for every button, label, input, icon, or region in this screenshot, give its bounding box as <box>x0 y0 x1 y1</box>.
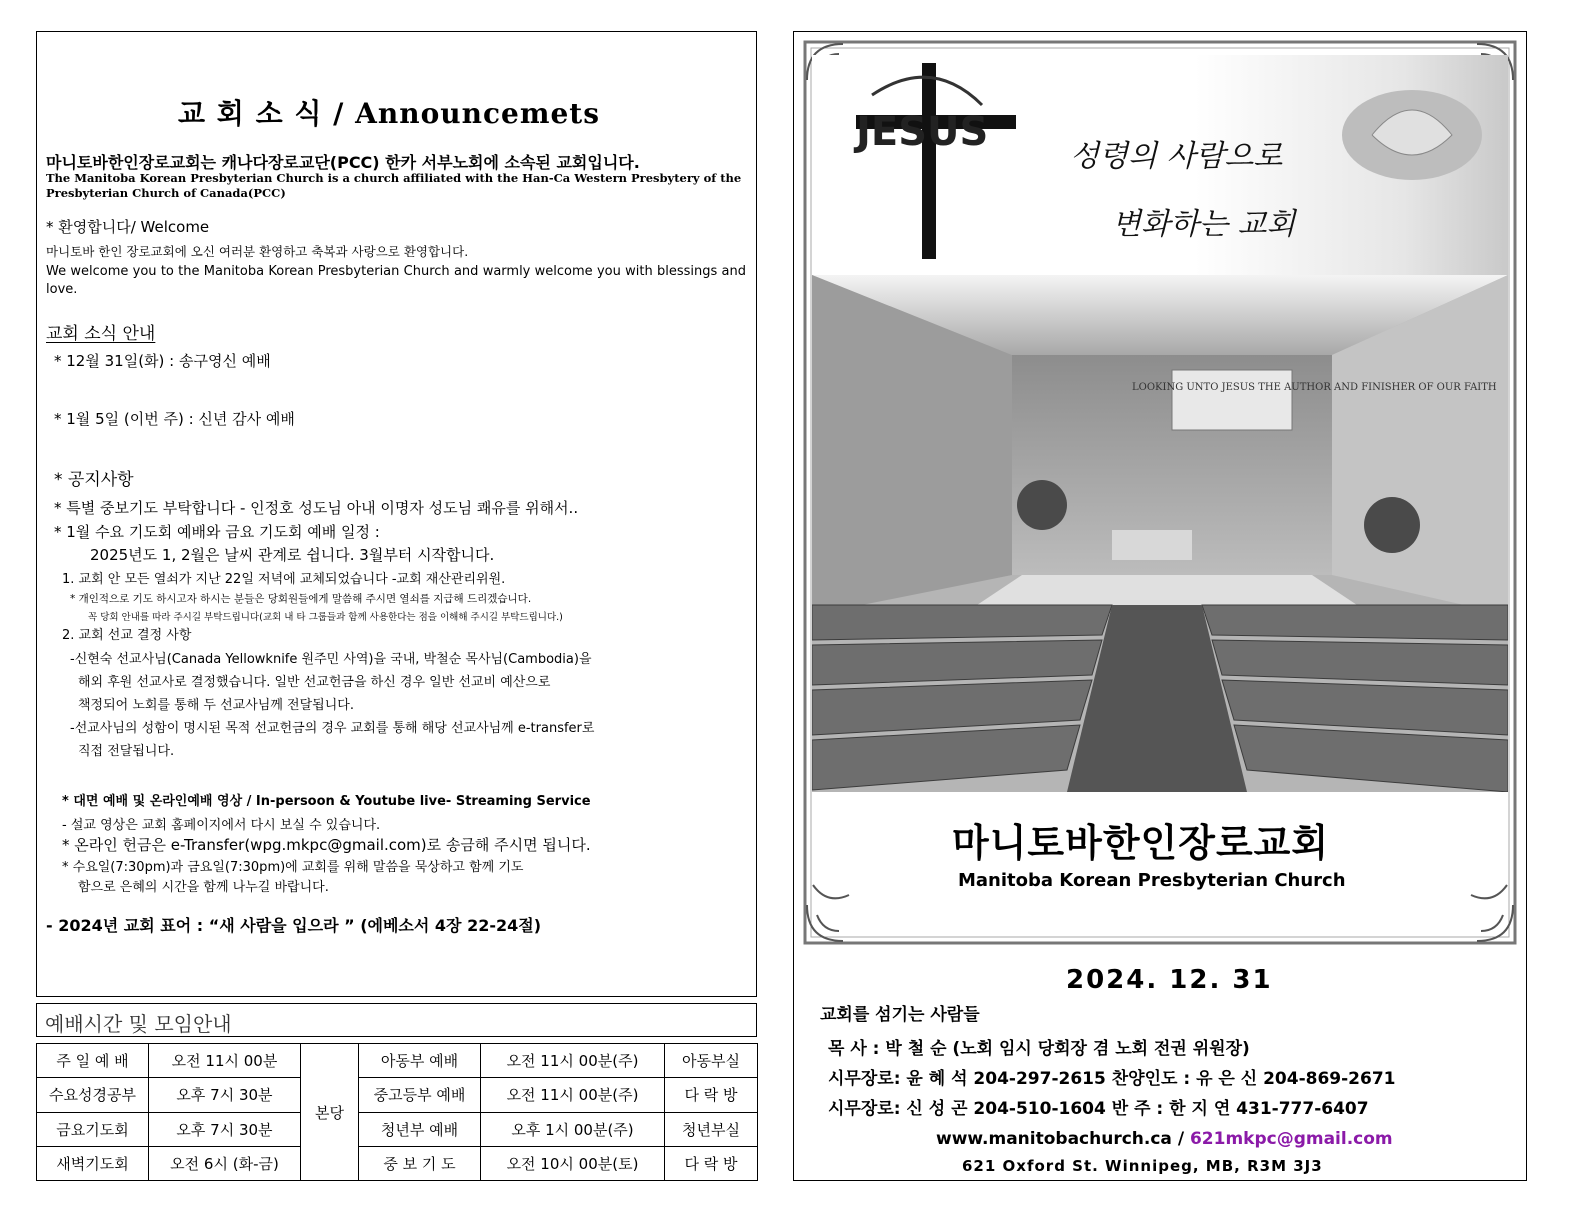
service-time: 오후 1시 00분(주) <box>481 1112 665 1146</box>
notice-line: 꼭 당회 안내를 따라 주시길 부탁드립니다(교회 내 타 그룹들과 함께 사용한다는 점을 이해해 주시길 부탁드립니다.) <box>88 612 563 623</box>
service-time: 오후 7시 30분 <box>149 1078 301 1112</box>
service-line: 함으로 은혜의 시간을 함께 나누길 바랍니다. <box>78 880 329 895</box>
staff-heading: 교회를 섬기는 사람들 <box>820 1005 980 1025</box>
service-name: 새벽기도회 <box>37 1146 149 1180</box>
notice-line: * 특별 중보기도 부탁합니다 - 인정호 성도님 아내 이명자 성도님 쾌유를 위해서.. <box>54 499 579 517</box>
service-place: 다 락 방 <box>665 1146 758 1180</box>
slogan-line-1: 성령의 사람으로 <box>1070 139 1283 174</box>
notice-line: 2. 교회 선교 결정 사항 <box>62 628 192 643</box>
welcome-korean: 마니토바 한인 장로교회에 오신 여러분 환영하고 축복과 사랑으로 환영합니다. <box>46 244 469 259</box>
table-row <box>37 1112 758 1146</box>
welcome-heading: * 환영합니다/ Welcome <box>46 218 210 236</box>
service-name: 수요성경공부 <box>37 1078 149 1112</box>
cover-banner <box>812 55 1508 275</box>
service-place: 아동부실 <box>665 1044 758 1078</box>
news-item: * 12월 31일(화) : 송구영신 예배 <box>54 352 271 370</box>
email-link[interactable]: 621mkpc@gmail.com <box>1189 1129 1393 1149</box>
notice-line: 직접 전달됩니다. <box>78 744 175 759</box>
news-item: * 1월 5일 (이번 주) : 신년 감사 예배 <box>54 410 295 428</box>
intro-english: The Manitoba Korean Presbyterian Church is a church affiliated with the Han-Ca Western Presbytery of the Presbyterian Church of Canada(PCC) <box>46 171 742 200</box>
table-row <box>37 1078 758 1112</box>
intro-korean: 마니토바한인장로교회는 캐나다장로교단(PCC) 한카 서부노회에 소속된 교회입니다. <box>46 153 640 172</box>
photo-wall-text: LOOKING UNTO JESUS THE AUTHOR AND FINISHER OF OUR FAITH <box>1132 382 1497 393</box>
church-name-english: Manitoba Korean Presbyterian Church <box>958 870 1346 891</box>
notice-line: 1. 교회 안 모든 열쇠가 지난 22일 저녁에 교체되었습니다 -교회 재산관리위원. <box>62 572 506 587</box>
notice-line: * 1월 수요 기도회 예배와 금요 기도회 예배 일정 : <box>54 523 380 541</box>
announcements-title: 교 회 소 식 / Announcemets <box>178 97 600 130</box>
notice-line: 2025년도 1, 2월은 날씨 관계로 쉽니다. 3월부터 시작합니다. <box>90 546 495 564</box>
service-name: 아동부 예배 <box>359 1044 481 1078</box>
church-address: 621 Oxford St. Winnipeg, MB, R3M 3J3 <box>962 1157 1323 1175</box>
service-line: * 수요일(7:30pm)과 금요일(7:30pm)에 교회를 위해 말씀을 묵상하고 함께 기도 <box>62 860 524 875</box>
service-time: 오전 6시 (화-금) <box>149 1146 301 1180</box>
welcome-english: We welcome you to the Manitoba Korean Presbyterian Church and warmly welcome you with blessings and love. <box>46 264 746 297</box>
notice-line: -신현숙 선교사님(Canada Yellowknife 원주민 사역)을 국내, 박철순 목사님(Cambodia)을 <box>70 652 592 667</box>
bulletin-date: 2024. 12. 31 <box>1066 965 1273 995</box>
logo-text: JESUS <box>856 109 989 155</box>
sanctuary-photo <box>812 275 1508 792</box>
service-line: - 설교 영상은 교회 홈페이지에서 다시 보실 수 있습니다. <box>62 818 381 833</box>
table-row <box>37 1044 758 1078</box>
staff-line: 시무장로: 윤 혜 석 204-297-2615 찬양인도 : 유 은 신 204-869-2671 <box>828 1069 1396 1089</box>
notice-line: * 개인적으로 기도 하시고자 하시는 분들은 당회원들에게 말씀해 주시면 열쇠를 지급해 드리겠습니다. <box>70 593 532 605</box>
notice-line: 책정되어 노회를 통해 두 선교사님께 전달됩니다. <box>78 698 354 713</box>
service-time: 오전 11시 00분 <box>149 1044 301 1078</box>
service-time: 오전 11시 00분(주) <box>481 1044 665 1078</box>
service-name: 중고등부 예배 <box>359 1078 481 1112</box>
staff-line: 목 사 : 박 철 순 (노회 임시 당회장 겸 노회 전권 위원장) <box>828 1039 1250 1059</box>
schedule-title: 예배시간 및 모임안내 <box>45 1012 232 1036</box>
table-row <box>37 1146 758 1180</box>
slogan-line-2: 변화하는 교회 <box>1112 207 1296 242</box>
service-time: 오후 7시 30분 <box>149 1112 301 1146</box>
service-name: 금요기도회 <box>37 1112 149 1146</box>
church-name-korean: 마니토바한인장로교회 <box>952 821 1330 865</box>
service-location: 본당 <box>301 1044 359 1181</box>
notice-line: 해외 후원 선교사로 결정했습니다. 일반 선교헌금을 하신 경우 일반 선교비 예산으로 <box>78 675 551 690</box>
news-heading: 교회 소식 안내 <box>46 324 156 344</box>
website-link[interactable]: www.manitobachurch.ca <box>936 1129 1172 1149</box>
staff-line: 시무장로: 신 성 곤 204-510-1604 반 주 : 한 지 연 431-777-6407 <box>828 1099 1369 1119</box>
yearly-motto: - 2024년 교회 표어 : “새 사람을 입으라 ” (에베소서 4장 22-24절) <box>46 916 542 935</box>
sanctuary-image-icon <box>812 275 1508 792</box>
notice-heading: * 공지사항 <box>54 470 134 490</box>
service-line: * 온라인 헌금은 e-Transfer(wpg.mkpc@gmail.com)로 송금해 주시면 됩니다. <box>62 836 591 854</box>
service-place: 청년부실 <box>665 1112 758 1146</box>
schedule-table <box>36 1043 758 1181</box>
contact-line <box>936 1129 1393 1149</box>
service-time: 오전 11시 00분(주) <box>481 1078 665 1112</box>
service-place: 다 락 방 <box>665 1078 758 1112</box>
service-name: 청년부 예배 <box>359 1112 481 1146</box>
schedule-title-box <box>36 1003 757 1037</box>
notice-line: -선교사님의 성함이 명시된 목적 선교헌금의 경우 교회를 통해 해당 선교사님께 e-transfer로 <box>70 721 595 736</box>
contact-separator: / <box>1171 1129 1190 1149</box>
service-heading: * 대면 예배 및 온라인예배 영상 / In-persoon & Youtube live- Streaming Service <box>62 794 591 809</box>
service-name: 중 보 기 도 <box>359 1146 481 1180</box>
service-time: 오전 10시 00분(토) <box>481 1146 665 1180</box>
service-name: 주 일 예 배 <box>37 1044 149 1078</box>
